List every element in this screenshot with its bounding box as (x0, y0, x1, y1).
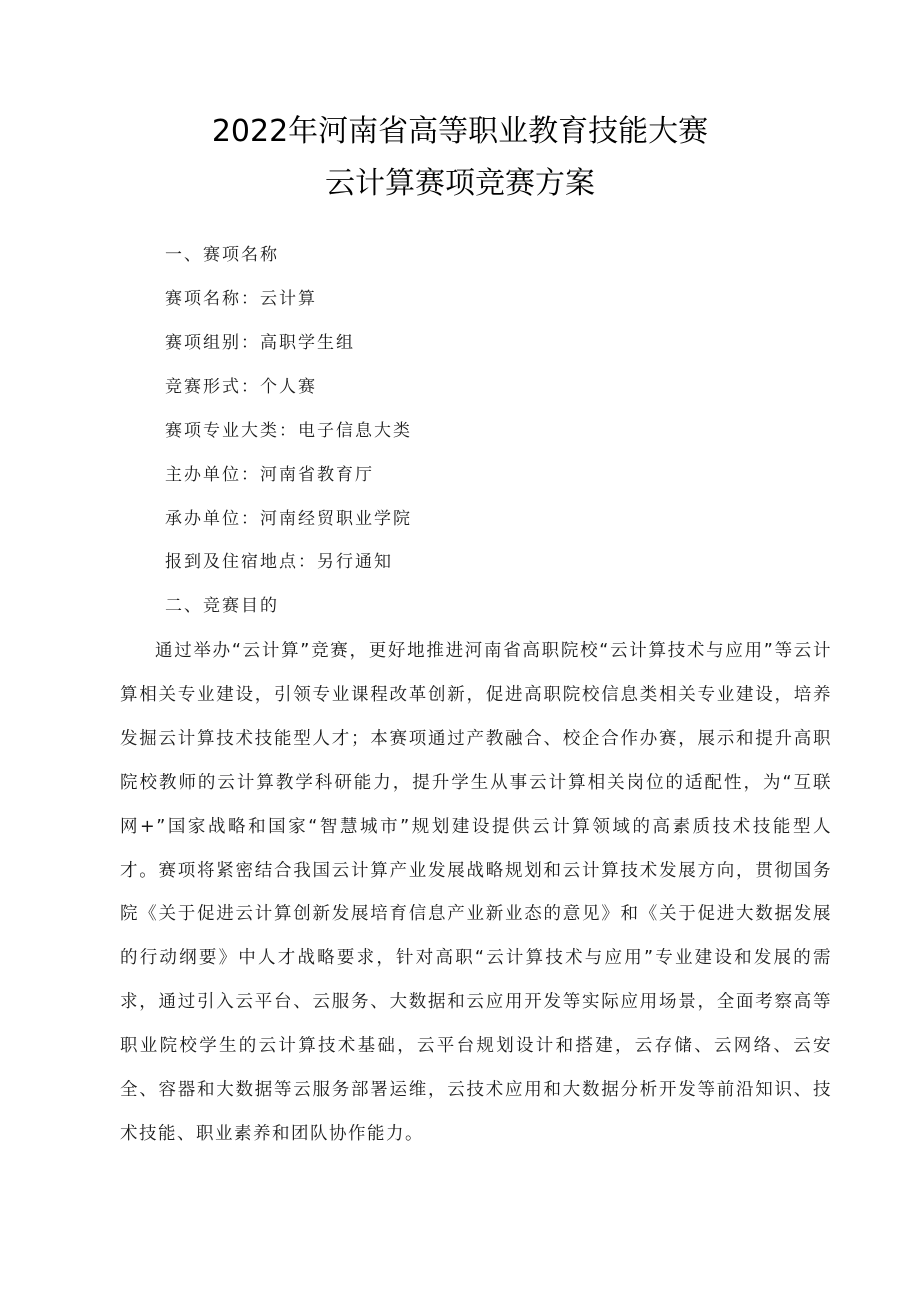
section-2-paragraph: 通过举办“云计算”竞赛，更好地推进河南省高职院校“云计算技术与应用”等云计算相关专业建设，引领专业课程改革创新，促进高职院校信息类相关专业建设，培养发掘云计算技术技能型人才；本赛项通过产教融合、校企合作办赛，展示和提升高职院校教师的云计算教学科研能力，提升学生从事云计算相关岗位的适配性，为“互联网+”国家战略和国家“智慧城市”规划建设提供云计算领域的高素质技术技能型人才。赛项将紧密结合我国云计算产业发展战略规划和云计算技术发展方向，贯彻国务院《关于促进云计算创新发展培育信息产业新业态的意见》和《关于促进大数据发展的行动纲要》中人才战略要求，针对高职“云计算技术与应用”专业建设和发展的需求，通过引入云平台、云服务、大数据和云应用开发等实际应用场景，全面考察高等职业院校学生的云计算技术基础，云平台规划设计和搭建，云存储、云网络、云安全、容器和大数据等云服务部署运维，云技术应用和大数据分析开发等前沿知识、技术技能、职业素养和团队协作能力。 (120, 641, 832, 1144)
section-2-heading: 二、竞赛目的 (165, 596, 279, 616)
item-registration-location: 报到及住宿地点：另行通知 (165, 552, 393, 572)
document-title-line-2: 云计算赛项竞赛方案 (325, 166, 595, 201)
item-competition-form: 竞赛形式：个人赛 (165, 377, 317, 397)
item-organizer: 主办单位：河南省教育厅 (165, 465, 374, 485)
item-event-group: 赛项组别：高职学生组 (165, 333, 355, 353)
item-major-category: 赛项专业大类：电子信息大类 (165, 421, 412, 441)
document-title-line-1: 2022年河南省高等职业教育技能大赛 (211, 114, 709, 149)
item-event-name: 赛项名称：云计算 (165, 289, 317, 309)
item-host: 承办单位：河南经贸职业学院 (165, 509, 412, 529)
section-1-heading: 一、赛项名称 (165, 245, 279, 265)
